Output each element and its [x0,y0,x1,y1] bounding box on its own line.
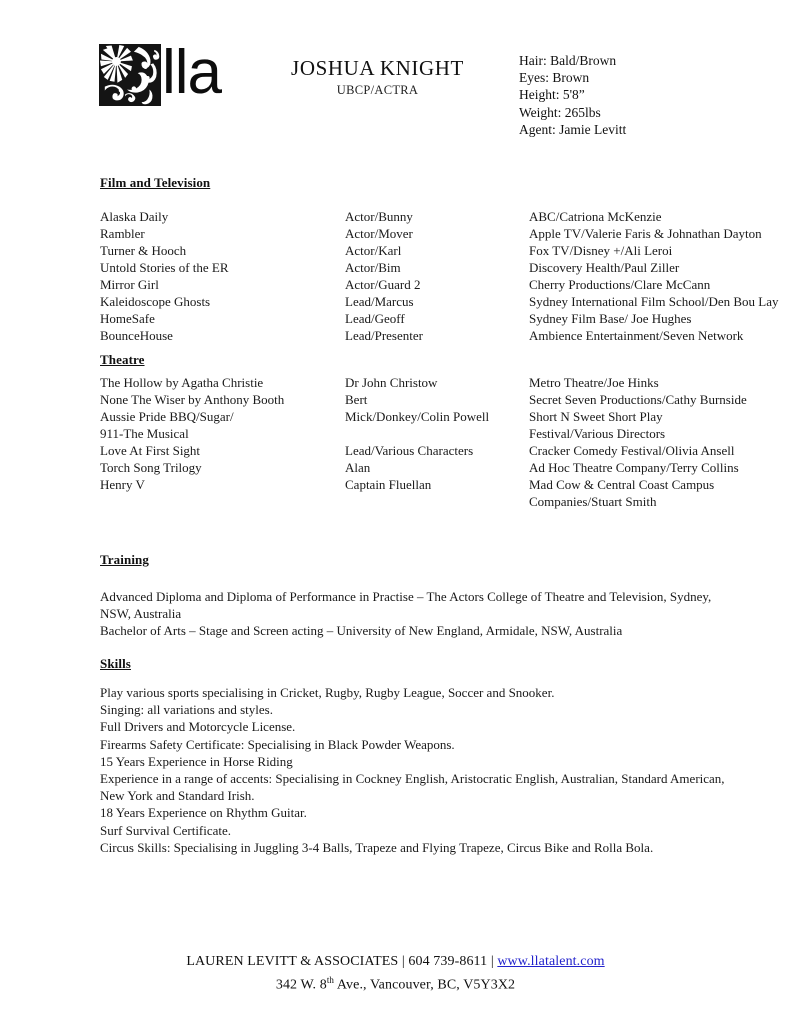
section-title-training: Training [100,552,149,567]
credit-role: Actor/Bunny [345,209,413,224]
agency-website-link[interactable]: www.llatalent.com [497,954,605,969]
table-row [100,442,780,459]
actor-name: JOSHUA KNIGHT [291,56,464,80]
credit-company: ABC/Catriona McKenzie [529,209,662,224]
credit-role: Actor/Bim [345,260,401,275]
credit-role: Dr John Christow [345,375,438,390]
footer-address-line [0,971,791,995]
credit-company: Sydney International Film School/Den Bou Lay [529,294,779,309]
skill-line: 15 Years Experience in Horse Riding [100,753,293,769]
credit-title: Mirror Girl [100,277,159,292]
stat-agent: Agent: Jamie Levitt [519,121,627,137]
skill-line: Circus Skills: Specialising in Juggling 3-4 Balls, Trapeze and Flying Trapeze, Circus Bike and Rolla Bola. [100,839,654,855]
table-row [100,476,780,493]
credit-role: Alan [345,460,371,475]
credit-title: BounceHouse [100,328,173,343]
credit-role: Bert [345,392,368,407]
agency-phone: 604 739-8611 [408,954,488,969]
training-line: Bachelor of Arts – Stage and Screen acting – University of New England, Armidale, NSW, Australia [100,623,623,639]
table-row [100,293,780,310]
credit-title: Alaska Daily [100,209,169,224]
credit-role: Lead/Marcus [345,294,414,309]
credit-company: Short N Sweet Short Play [529,409,663,424]
table-row [100,391,780,408]
skill-line: Experience in a range of accents: Specialising in Cockney English, Aristocratic English, Australian, Standard American, New York and Standard Irish. [100,771,725,804]
footer-separator-1: | [398,954,409,969]
credit-company: Fox TV/Disney +/Ali Leroi [529,243,673,258]
table-row [100,374,780,391]
address-ordinal-suffix: th [326,975,335,985]
section-title-film-tv: Film and Television [100,175,211,190]
stat-hair: Hair: Bald/Brown [519,53,617,68]
credit-title: Torch Song Trilogy [100,460,202,475]
table-row [100,310,780,327]
training-line: Advanced Diploma and Diploma of Performance in Practise – The Actors College of Theatre and Television, Sydney, NSW, Australia [100,589,712,622]
credit-role: Captain Fluellan [345,477,432,492]
credit-company: Cracker Comedy Festival/Olivia Ansell [529,443,735,458]
credit-title: 911-The Musical [100,426,189,441]
actor-union: UBCP/ACTRA [336,83,419,97]
credit-role: Actor/Karl [345,243,402,258]
skill-line: Play various sports specialising in Cricket, Rugby, Rugby League, Soccer and Snooker. [100,685,555,700]
table-row [100,459,780,476]
credit-title: Untold Stories of the ER [100,260,229,275]
table-row [100,242,780,259]
skills-body [100,684,748,856]
skill-line: Full Drivers and Motorcycle License. [100,719,296,735]
credit-company: Sydney Film Base/ Joe Hughes [529,311,692,326]
ornate-woodcut-square-logo-icon [99,44,161,106]
credit-company: Ambience Entertainment/Seven Network [529,328,744,343]
credit-title: None The Wiser by Anthony Booth [100,392,285,407]
address-prefix: 342 W. 8 [275,977,327,993]
credit-role: Lead/Various Characters [345,443,474,458]
credit-company: Companies/Stuart Smith [529,494,657,509]
stat-weight: Weight: 265lbs [519,104,601,120]
credit-title: Turner & Hooch [100,243,187,258]
table-row [100,276,780,293]
address-rest: Ave., Vancouver, BC, V5Y3X2 [334,977,516,993]
credit-company: Cherry Productions/Clare McCann [529,277,711,292]
table-row [100,225,780,242]
credit-role: Lead/Geoff [345,311,405,326]
table-row [100,493,780,510]
credit-title: Rambler [100,226,145,241]
table-row [100,425,780,442]
resume-header [0,0,791,150]
credit-title: The Hollow by Agatha Christie [100,375,264,390]
section-title-skills: Skills [100,656,131,671]
actor-stats [519,52,626,138]
agency-logo-text: lla [162,38,222,107]
credit-title: Aussie Pride BBQ/Sugar/ [100,409,234,424]
credit-company: Secret Seven Productions/Cathy Burnside [529,392,747,407]
skill-line: Singing: all variations and styles. [100,702,273,718]
theatre-credits [100,374,780,510]
credit-role: Lead/Presenter [345,328,423,343]
credit-title: Love At First Sight [100,443,201,458]
film-tv-credits [100,208,780,344]
stat-eyes: Eyes: Brown [519,70,590,86]
name-block [250,56,505,98]
table-row [100,259,780,276]
credit-role: Mick/Donkey/Colin Powell [345,409,490,424]
skill-line: Surf Survival Certificate. [100,822,232,838]
agency-name: LAUREN LEVITT & ASSOCIATES [186,954,399,969]
credit-company: Metro Theatre/Joe Hinks [529,375,659,390]
footer-contact-line [0,952,791,971]
agency-logo [99,40,221,110]
stat-height: Height: 5'8” [519,87,585,103]
page-footer [0,952,791,995]
skill-line: 18 Years Experience on Rhythm Guitar. [100,805,307,821]
table-row [100,208,780,225]
credit-role: Actor/Mover [345,226,413,241]
skill-line: Firearms Safety Certificate: Specialising in Black Powder Weapons. [100,736,455,752]
credit-title: Henry V [100,477,145,492]
training-body [100,588,745,640]
credit-company: Ad Hoc Theatre Company/Terry Collins [529,460,739,475]
credit-company: Apple TV/Valerie Faris & Johnathan Dayton [529,226,762,241]
section-title-theatre: Theatre [100,352,145,367]
credit-company: Discovery Health/Paul Ziller [529,260,680,275]
table-row [100,327,780,344]
table-row [100,408,780,425]
credit-title: HomeSafe [100,311,155,326]
credit-title: Kaleidoscope Ghosts [100,294,211,309]
credit-role: Actor/Guard 2 [345,277,421,292]
credit-company: Mad Cow & Central Coast Campus [529,477,715,492]
credit-company: Festival/Various Directors [529,426,666,441]
footer-separator-2: | [487,954,498,969]
